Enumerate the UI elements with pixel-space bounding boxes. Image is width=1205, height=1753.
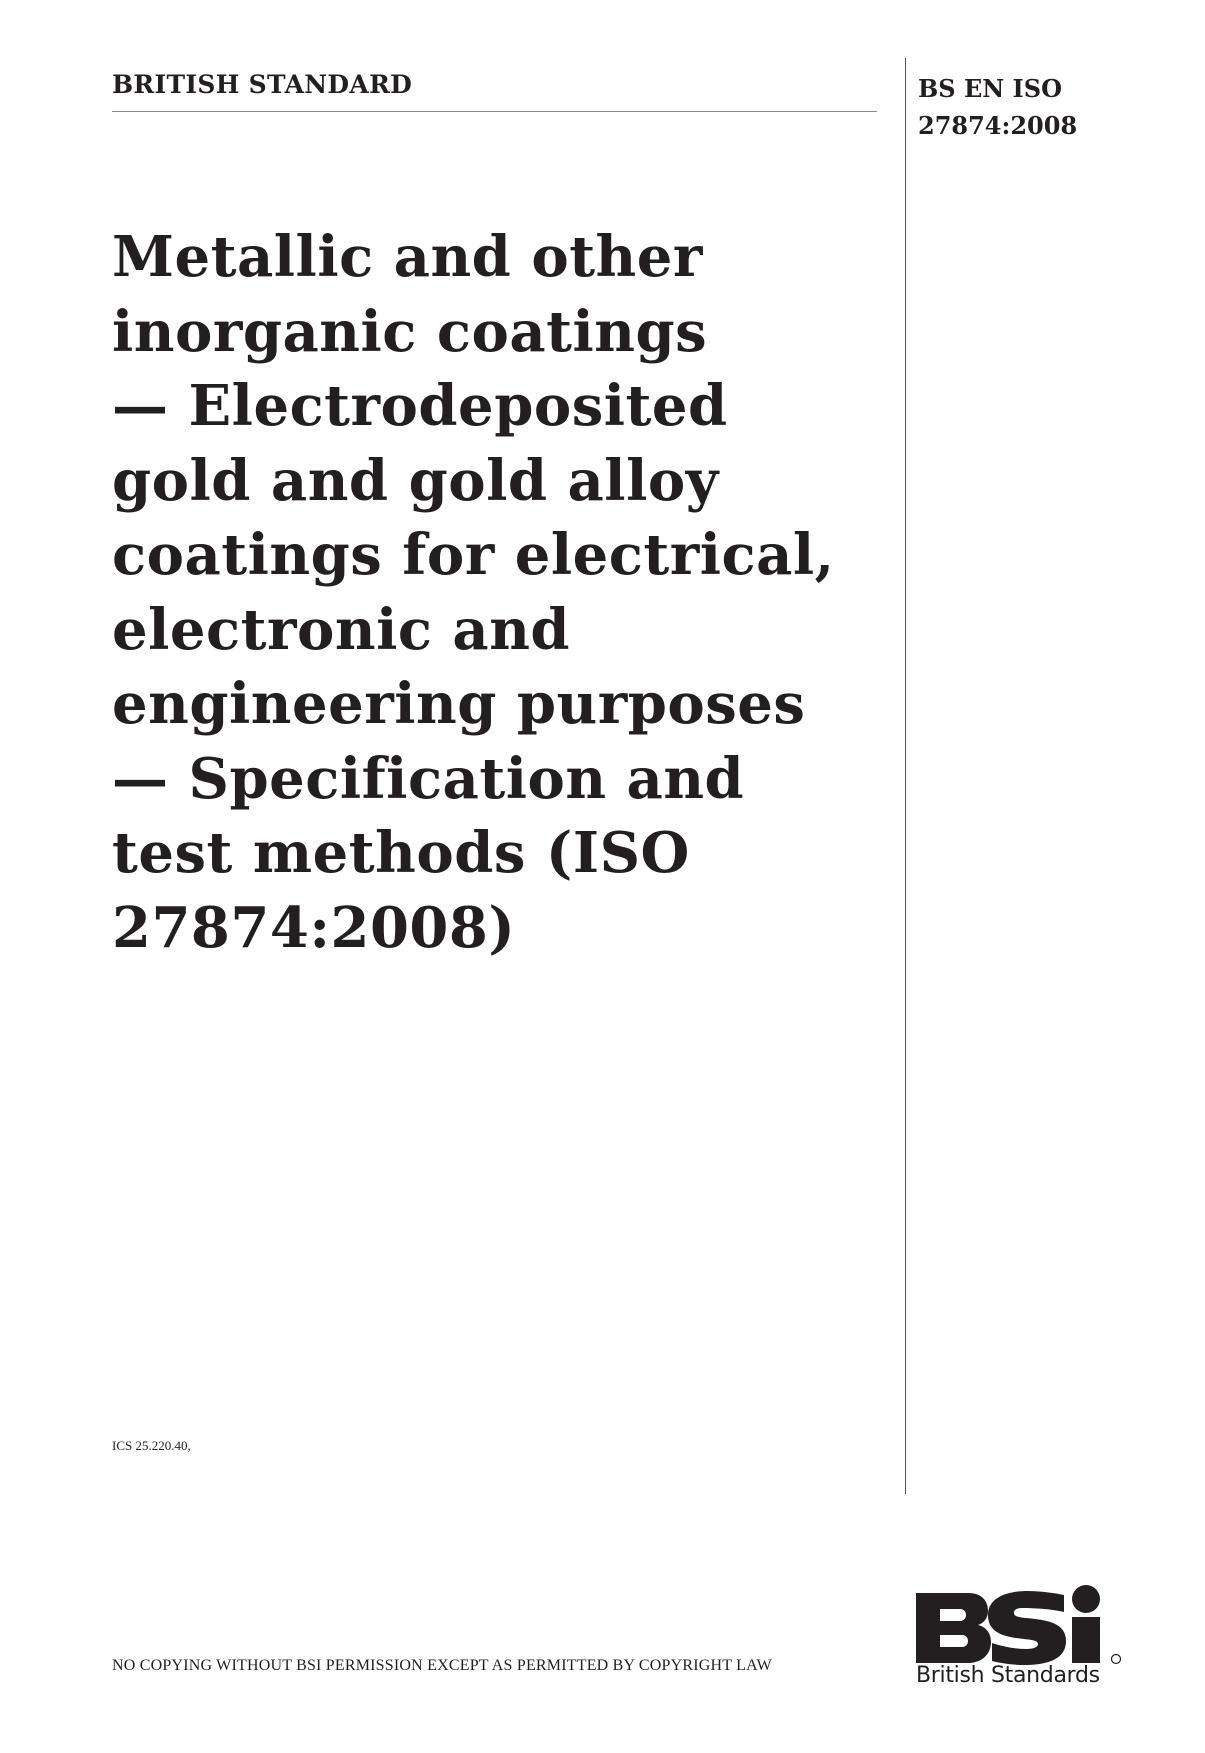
standard-number-line-1: BS EN ISO [918, 74, 1063, 103]
standard-number [918, 70, 1077, 144]
standard-number-line-2: 27874:2008 [918, 111, 1078, 140]
document-title [112, 220, 892, 965]
copyright-notice: NO COPYING WITHOUT BSI PERMISSION EXCEPT AS PERMITTED BY COPYRIGHT LAW [112, 1657, 772, 1674]
title-line: inorganic coatings [112, 298, 708, 365]
header-divider [112, 111, 877, 112]
title-line: coatings for electrical, [112, 522, 835, 588]
title-line: — Specification and [112, 745, 745, 812]
title-line: electronic and [112, 596, 571, 663]
title-line: test methods (ISO [112, 820, 690, 886]
title-line: Metallic and other [112, 224, 703, 290]
title-line: 27874:2008) [112, 894, 516, 961]
ics-code: ICS 25.220.40, [112, 1438, 191, 1453]
bsi-logo-caption: British Standards [916, 1663, 1100, 1688]
title-line: — Electrodeposited [112, 373, 728, 439]
column-divider [905, 58, 906, 1494]
title-line: gold and gold alloy [112, 447, 719, 514]
title-line: engineering purposes [112, 671, 806, 737]
document-type-label: BRITISH STANDARD [112, 70, 413, 99]
